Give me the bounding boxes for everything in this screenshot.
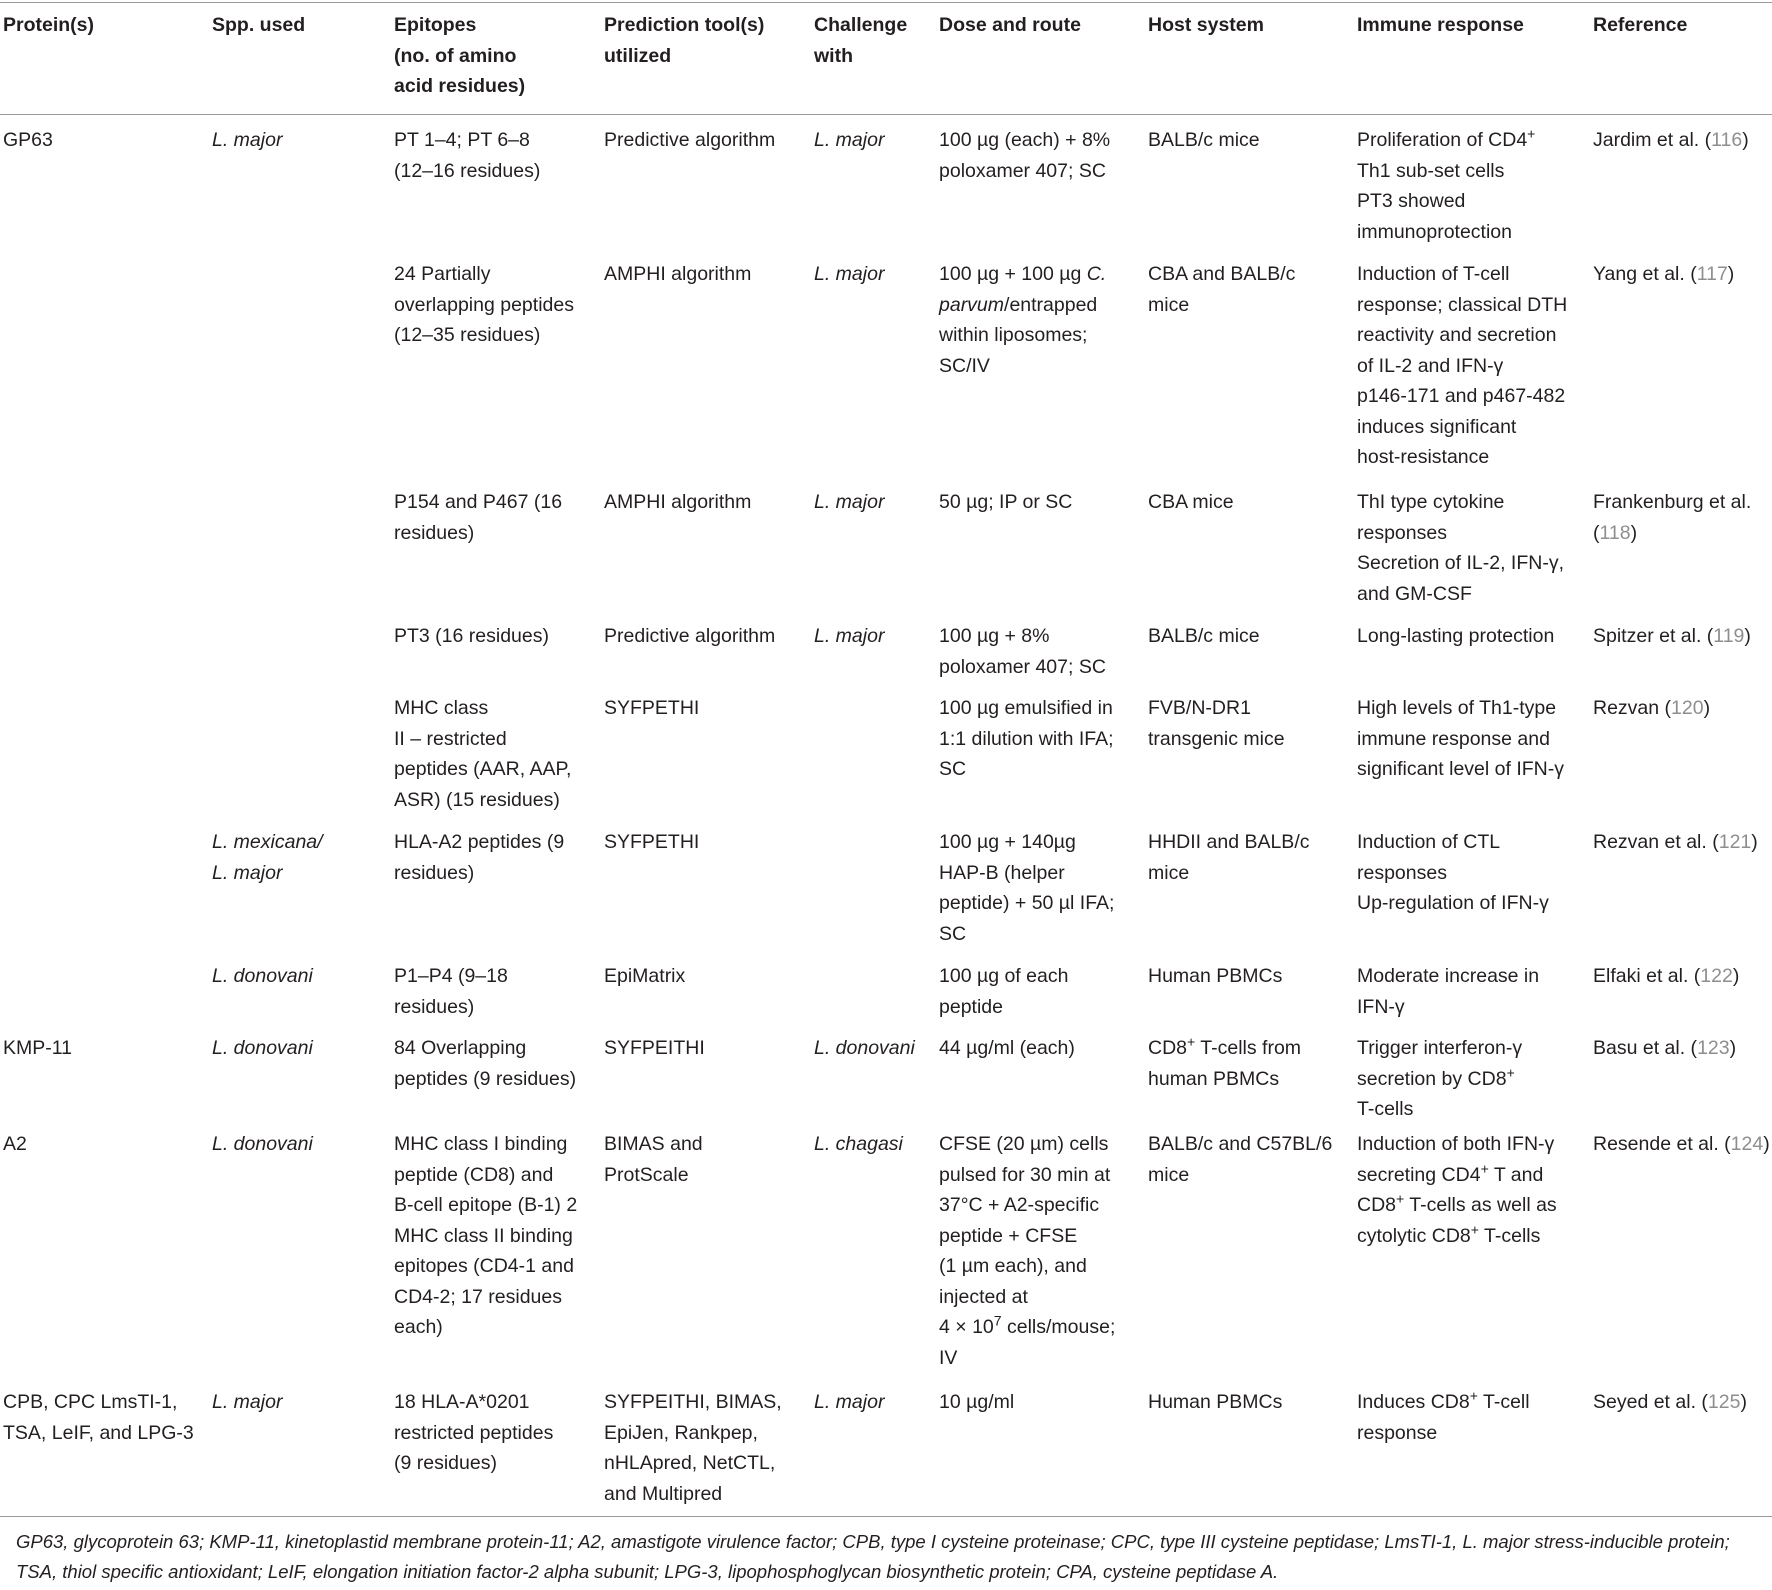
cell-line: FVB/N-DR1 bbox=[1148, 697, 1251, 719]
cell-text: Proliferation of CD4 bbox=[1357, 129, 1528, 151]
superscript: + bbox=[1506, 1063, 1515, 1080]
reference-number[interactable]: 119 bbox=[1713, 625, 1745, 647]
cell-text: T-cell bbox=[1477, 1391, 1530, 1413]
cell-dose bbox=[939, 259, 1106, 381]
reference-number[interactable]: 124 bbox=[1730, 1133, 1764, 1155]
cell-line: peptides (9 residues) bbox=[394, 1067, 577, 1090]
cell-tool: AMPHI algorithm bbox=[604, 491, 752, 513]
cell-host: BALB/c mice bbox=[1148, 129, 1260, 151]
cell-text: secreting CD4 bbox=[1357, 1163, 1481, 1186]
cell-line bbox=[1148, 1033, 1301, 1064]
footnote-line: TSA, thiol specific antioxidant; LeIF, elongation initiation factor-2 alpha subunit; LPG-3, lipophosphoglycan biosynthetic protein; CPA, cysteine peptidase A. bbox=[16, 1561, 1279, 1582]
cell-host bbox=[1148, 1033, 1301, 1094]
cell-line: ProtScale bbox=[604, 1163, 689, 1186]
header-host: Host system bbox=[1148, 14, 1264, 36]
cell-line: BIMAS and bbox=[604, 1133, 703, 1155]
cell-challenge: L. major bbox=[814, 263, 885, 285]
cell-line: induces significant bbox=[1357, 415, 1517, 438]
cell-text: T-cells as well as bbox=[1404, 1194, 1557, 1216]
cell-line: human PBMCs bbox=[1148, 1067, 1280, 1090]
cell-epitopes bbox=[394, 1033, 576, 1094]
reference-number[interactable]: 121 bbox=[1718, 831, 1752, 853]
header-dose: Dose and route bbox=[939, 14, 1081, 36]
cell-line: (12–16 residues) bbox=[394, 159, 541, 182]
cell-line: P1–P4 (9–18 bbox=[394, 965, 508, 987]
cell-protein bbox=[3, 1387, 194, 1448]
reference-number[interactable]: 116 bbox=[1711, 129, 1743, 151]
cell-line: HHDII and BALB/c bbox=[1148, 831, 1310, 853]
cell-line: peptide (CD8) and bbox=[394, 1163, 554, 1186]
cell-line: 100 µg emulsified in bbox=[939, 697, 1113, 719]
reference-paren: ) bbox=[1740, 1391, 1747, 1413]
cell-text: T-cells from bbox=[1195, 1037, 1302, 1059]
cell-host: BALB/c mice bbox=[1148, 625, 1260, 647]
header-tool-line: Prediction tool(s) bbox=[604, 14, 765, 36]
cell-line: overlapping peptides bbox=[394, 293, 574, 316]
cell-text: CD8 bbox=[1148, 1037, 1188, 1059]
cell-line: II – restricted bbox=[394, 727, 507, 750]
cell-text: 4 × 10 bbox=[939, 1316, 994, 1338]
cell-line: B-cell epitope (B-1) 2 bbox=[394, 1194, 578, 1216]
reference-paren: ) bbox=[1751, 831, 1758, 853]
cell-line bbox=[1357, 125, 1535, 156]
cell-line: 84 Overlapping bbox=[394, 1037, 527, 1059]
cell-line: mice bbox=[1148, 293, 1190, 316]
cell-line: HAP-B (helper bbox=[939, 861, 1065, 884]
cell-tool: SYFPETHI bbox=[604, 831, 700, 853]
cell-spp: L. major bbox=[212, 1391, 283, 1413]
cell-line: residues) bbox=[394, 861, 475, 884]
cell-dose bbox=[939, 693, 1114, 785]
cell-line: peptides (AAR, AAP, bbox=[394, 758, 572, 780]
cell-immune bbox=[1357, 487, 1564, 609]
reference-paren: ) bbox=[1744, 625, 1751, 647]
cell-line: epitopes (CD4-1 and bbox=[394, 1255, 574, 1277]
cell-dose: 44 µg/ml (each) bbox=[939, 1037, 1075, 1059]
superscript: + bbox=[1480, 1159, 1489, 1176]
reference-paren: ) bbox=[1732, 965, 1740, 987]
cell-tool: EpiMatrix bbox=[604, 965, 686, 987]
cell-text: C. bbox=[1086, 263, 1107, 285]
cell-spp: L. major bbox=[212, 129, 283, 151]
cell-text: parvum bbox=[939, 293, 1005, 316]
reference-authors: Elfaki et al. ( bbox=[1593, 965, 1701, 987]
cell-spp bbox=[212, 827, 323, 888]
cell-host bbox=[1148, 827, 1309, 888]
cell-immune bbox=[1357, 125, 1535, 247]
cell-line: Moderate increase in bbox=[1357, 965, 1540, 987]
cell-epitopes bbox=[394, 827, 564, 888]
cell-line: each) bbox=[394, 1316, 443, 1338]
cell-line: MHC class I binding bbox=[394, 1133, 568, 1155]
cell-line: responses bbox=[1357, 861, 1447, 884]
header-protein: Protein(s) bbox=[3, 14, 95, 36]
cell-text: CD8 bbox=[1357, 1194, 1397, 1216]
cell-reference bbox=[1593, 621, 1751, 652]
cell-line bbox=[1357, 1160, 1557, 1191]
cell-line bbox=[1357, 1190, 1557, 1221]
cell-line: mice bbox=[1148, 861, 1190, 884]
cell-text: cells/mouse; bbox=[1001, 1316, 1116, 1338]
cell-line: (1 µm each), and bbox=[939, 1255, 1087, 1277]
cell-line: CPB, CPC LmsTI-1, bbox=[3, 1391, 178, 1413]
header-epitopes bbox=[394, 10, 525, 102]
superscript: + bbox=[1469, 1387, 1478, 1404]
superscript: + bbox=[1396, 1190, 1405, 1207]
cell-line: Induction of T-cell bbox=[1357, 263, 1510, 285]
cell-line: IV bbox=[939, 1346, 958, 1369]
cell-tool: SYFPEITHI bbox=[604, 1037, 705, 1059]
cell-line: peptide bbox=[939, 995, 1003, 1018]
cell-line: and Multipred bbox=[604, 1482, 723, 1505]
reference-authors: Jardim et al. ( bbox=[1593, 129, 1712, 151]
cell-line: peptide + CFSE bbox=[939, 1224, 1078, 1247]
cell-line: restricted peptides bbox=[394, 1421, 554, 1444]
cell-protein: A2 bbox=[3, 1133, 27, 1155]
cell-reference bbox=[1593, 1129, 1770, 1160]
cell-tool bbox=[604, 1387, 782, 1509]
cell-immune bbox=[1357, 1129, 1557, 1251]
cell-epitopes: PT3 (16 residues) bbox=[394, 625, 549, 647]
cell-line: and GM-CSF bbox=[1357, 582, 1472, 605]
cell-line: MHC class II binding bbox=[394, 1224, 573, 1247]
cell-spp: L. donovani bbox=[212, 965, 313, 987]
cell-line: mice bbox=[1148, 1163, 1190, 1186]
cell-line: significant level of IFN-γ bbox=[1357, 758, 1564, 780]
cell-epitopes bbox=[394, 693, 571, 815]
superscript: + bbox=[1187, 1033, 1196, 1050]
cell-host: Human PBMCs bbox=[1148, 1391, 1283, 1413]
cell-line: immune response and bbox=[1357, 727, 1550, 750]
cell-tool: Predictive algorithm bbox=[604, 625, 776, 647]
cell-text: T and bbox=[1488, 1163, 1544, 1186]
cell-line: L. mexicana/ bbox=[212, 831, 323, 853]
cell-immune bbox=[1357, 961, 1539, 1022]
cell-line: p146-171 and p467-482 bbox=[1357, 385, 1566, 407]
cell-text: cytolytic CD8 bbox=[1357, 1224, 1471, 1247]
cell-immune bbox=[1357, 1033, 1522, 1125]
cell-line: BALB/c and C57BL/6 bbox=[1148, 1133, 1333, 1155]
cell-line: within liposomes; bbox=[939, 324, 1088, 346]
cell-epitopes bbox=[394, 1387, 553, 1479]
cell-reference bbox=[1593, 259, 1734, 290]
cell-dose bbox=[939, 621, 1106, 682]
cell-line: Secretion of IL-2, IFN-γ, bbox=[1357, 552, 1564, 574]
cell-line: nHLApred, NetCTL, bbox=[604, 1452, 776, 1474]
cell-dose: 50 µg; IP or SC bbox=[939, 491, 1073, 513]
header-challenge bbox=[814, 10, 907, 71]
cell-line: SYFPEITHI, BIMAS, bbox=[604, 1391, 782, 1413]
cell-line: ASR) (15 residues) bbox=[394, 788, 560, 811]
header-challenge-line: with bbox=[814, 44, 853, 67]
cell-line: CBA and BALB/c bbox=[1148, 263, 1296, 285]
reference-number[interactable]: 117 bbox=[1696, 263, 1728, 285]
cell-line: peptide) + 50 µl IFA; bbox=[939, 892, 1115, 914]
cell-line bbox=[939, 259, 1106, 290]
cell-line: EpiJen, Rankpep, bbox=[604, 1421, 758, 1444]
cell-line: IFN-γ bbox=[1357, 995, 1405, 1018]
cell-line: 18 HLA-A*0201 bbox=[394, 1391, 530, 1413]
cell-line bbox=[1357, 1387, 1530, 1418]
cell-reference bbox=[1593, 827, 1758, 858]
reference-authors: Rezvan et al. ( bbox=[1593, 831, 1719, 853]
header-reference: Reference bbox=[1593, 14, 1688, 36]
cell-reference bbox=[1593, 1033, 1736, 1064]
cell-host bbox=[1148, 259, 1295, 320]
cell-line: host-resistance bbox=[1357, 446, 1490, 468]
cell-text: 100 µg + 100 µg bbox=[939, 263, 1087, 285]
superscript: + bbox=[1470, 1220, 1479, 1237]
cell-challenge: L. major bbox=[814, 1391, 885, 1413]
cell-line: immunoprotection bbox=[1357, 220, 1512, 243]
cell-line: poloxamer 407; SC bbox=[939, 159, 1106, 182]
reference-paren: ) bbox=[1727, 263, 1735, 285]
cell-spp: L. donovani bbox=[212, 1037, 313, 1059]
cell-line: 100 µg (each) + 8% bbox=[939, 129, 1111, 151]
cell-challenge: L. major bbox=[814, 491, 885, 513]
reference-authors: Rezvan ( bbox=[1593, 697, 1672, 719]
cell-protein: KMP-11 bbox=[3, 1037, 72, 1059]
cell-line: 37°C + A2-specific bbox=[939, 1194, 1100, 1216]
footnote-line: GP63, glycoprotein 63; KMP-11, kinetoplastid membrane protein-11; A2, amastigote virulence factor; CPB, type I cysteine proteinase; CPC, type III cysteine peptidase; LmsTI-1, L. major stress-inducible protein; bbox=[16, 1531, 1730, 1552]
cell-line: response bbox=[1357, 1421, 1438, 1444]
cell-line: SC bbox=[939, 922, 967, 945]
cell-line bbox=[1357, 1064, 1522, 1095]
cell-text: /entrapped bbox=[1004, 293, 1098, 316]
superscript: + bbox=[1527, 125, 1536, 142]
cell-line: SC bbox=[939, 758, 967, 780]
cell-line bbox=[939, 1312, 1115, 1343]
cell-line: Induction of CTL bbox=[1357, 831, 1501, 853]
reference-paren: ) bbox=[1763, 1133, 1770, 1155]
cell-line: of IL-2 and IFN-γ bbox=[1357, 354, 1504, 377]
cell-line: PT 1–4; PT 6–8 bbox=[394, 129, 530, 151]
superscript: 7 bbox=[993, 1312, 1002, 1329]
cell-reference bbox=[1593, 487, 1751, 548]
reference-authors: Resende et al. ( bbox=[1593, 1133, 1731, 1155]
cell-immune bbox=[1357, 1387, 1530, 1448]
cell-reference bbox=[1593, 693, 1710, 724]
reference-number[interactable]: 122 bbox=[1700, 965, 1733, 987]
cell-immune bbox=[1357, 827, 1549, 919]
cell-line: Induction of both IFN-γ bbox=[1357, 1133, 1555, 1155]
reference-authors: Yang et al. ( bbox=[1593, 263, 1697, 285]
cell-line: ThI type cytokine bbox=[1357, 491, 1505, 513]
cell-host: Human PBMCs bbox=[1148, 965, 1283, 987]
reference-paren: ) bbox=[1742, 129, 1749, 151]
cell-epitopes bbox=[394, 961, 508, 1022]
cell-line: MHC class bbox=[394, 697, 489, 719]
header-spp: Spp. used bbox=[212, 14, 306, 36]
reference-authors: Frankenburg et al. bbox=[1593, 491, 1752, 513]
cell-spp: L. donovani bbox=[212, 1133, 313, 1155]
cell-line: CD4-2; 17 residues bbox=[394, 1285, 562, 1308]
cell-line: CFSE (20 µm) cells bbox=[939, 1133, 1109, 1155]
cell-epitopes bbox=[394, 487, 562, 548]
cell-line: T-cells bbox=[1357, 1098, 1414, 1120]
cell-tool: SYFPETHI bbox=[604, 697, 700, 719]
cell-line: Th1 sub-set cells bbox=[1357, 159, 1505, 182]
cell-host bbox=[1148, 693, 1285, 754]
cell-immune bbox=[1357, 259, 1567, 473]
cell-dose bbox=[939, 125, 1110, 186]
cell-line: P154 and P467 (16 bbox=[394, 491, 563, 513]
cell-epitopes bbox=[394, 1129, 577, 1343]
cell-epitopes bbox=[394, 125, 540, 186]
header-epitopes-line: Epitopes bbox=[394, 14, 477, 36]
cell-line: L. major bbox=[212, 861, 283, 884]
cell-tool: AMPHI algorithm bbox=[604, 263, 752, 285]
cell-immune: Long-lasting protection bbox=[1357, 625, 1555, 647]
cell-text: Induces CD8 bbox=[1357, 1391, 1470, 1413]
cell-challenge: L. major bbox=[814, 129, 885, 151]
cell-line: HLA-A2 peptides (9 bbox=[394, 831, 565, 853]
cell-dose bbox=[939, 961, 1068, 1022]
cell-challenge: L. chagasi bbox=[814, 1133, 903, 1155]
cell-text: T-cells bbox=[1478, 1224, 1541, 1247]
cell-line: residues) bbox=[394, 995, 475, 1018]
cell-dose bbox=[939, 1129, 1115, 1373]
cell-reference bbox=[1593, 961, 1739, 992]
cell-line: injected at bbox=[939, 1285, 1028, 1308]
cell-dose bbox=[939, 827, 1114, 949]
reference-authors: Seyed et al. ( bbox=[1593, 1391, 1708, 1413]
cell-line: High levels of Th1-type bbox=[1357, 697, 1557, 719]
cell-line: (12–35 residues) bbox=[394, 324, 541, 346]
header-challenge-line: Challenge bbox=[814, 14, 908, 36]
cell-tool: Predictive algorithm bbox=[604, 129, 776, 151]
cell-line: PT3 showed bbox=[1357, 190, 1466, 212]
cell-text: secretion by CD8 bbox=[1357, 1067, 1507, 1090]
cell-reference bbox=[1593, 125, 1749, 156]
cell-reference bbox=[1593, 1387, 1747, 1418]
cell-host bbox=[1148, 1129, 1332, 1190]
cell-host: CBA mice bbox=[1148, 491, 1234, 513]
reference-paren: ) bbox=[1630, 521, 1638, 544]
header-immune: Immune response bbox=[1357, 14, 1524, 36]
cell-challenge: L. donovani bbox=[814, 1037, 915, 1059]
cell-line: 100 µg of each bbox=[939, 965, 1069, 987]
cell-protein: GP63 bbox=[3, 129, 53, 151]
header-bottom-rule bbox=[0, 114, 1772, 115]
header-epitopes-line: (no. of amino bbox=[394, 44, 517, 67]
header-epitopes-line: acid residues) bbox=[394, 75, 526, 97]
cell-challenge: L. major bbox=[814, 625, 885, 647]
cell-line: pulsed for 30 min at bbox=[939, 1163, 1111, 1186]
cell-epitopes bbox=[394, 259, 574, 351]
reference-authors: Spitzer et al. ( bbox=[1593, 625, 1714, 647]
cell-line: transgenic mice bbox=[1148, 727, 1285, 750]
header-tool bbox=[604, 10, 764, 71]
cell-line: (9 residues) bbox=[394, 1452, 497, 1474]
reference-number[interactable]: 118 bbox=[1599, 521, 1631, 544]
reference-paren: ) bbox=[1703, 697, 1711, 719]
table-top-rule bbox=[0, 2, 1772, 3]
cell-line: reactivity and secretion bbox=[1357, 324, 1557, 346]
cell-immune bbox=[1357, 693, 1564, 785]
reference-number[interactable]: 123 bbox=[1697, 1037, 1730, 1059]
cell-line: SC/IV bbox=[939, 354, 990, 377]
header-tool-line: utilized bbox=[604, 44, 672, 67]
reference-authors: Basu et al. ( bbox=[1593, 1037, 1698, 1059]
cell-tool bbox=[604, 1129, 703, 1190]
table-bottom-rule bbox=[0, 1516, 1772, 1517]
cell-line: 100 µg + 140µg bbox=[939, 831, 1076, 853]
cell-line: 100 µg + 8% bbox=[939, 625, 1050, 647]
reference-number[interactable]: 120 bbox=[1671, 697, 1704, 719]
cell-dose: 10 µg/ml bbox=[939, 1391, 1015, 1413]
cell-line bbox=[1357, 1221, 1557, 1252]
table-footnote bbox=[16, 1527, 1766, 1587]
cell-line: TSA, LeIF, and LPG-3 bbox=[3, 1421, 194, 1444]
cell-line: response; classical DTH bbox=[1357, 293, 1568, 316]
cell-line: Up-regulation of IFN-γ bbox=[1357, 892, 1549, 914]
cell-line: 1:1 dilution with IFA; bbox=[939, 727, 1114, 750]
reference-paren: ) bbox=[1729, 1037, 1737, 1059]
reference-paren: ( bbox=[1593, 521, 1600, 544]
cell-line: poloxamer 407; SC bbox=[939, 655, 1106, 678]
cell-line bbox=[1593, 518, 1751, 549]
cell-line: residues) bbox=[394, 521, 475, 544]
reference-number[interactable]: 125 bbox=[1707, 1391, 1741, 1413]
cell-line: responses bbox=[1357, 521, 1447, 544]
cell-line bbox=[939, 290, 1106, 321]
cell-line: Trigger interferon-γ bbox=[1357, 1037, 1523, 1059]
cell-line: 24 Partially bbox=[394, 263, 491, 285]
